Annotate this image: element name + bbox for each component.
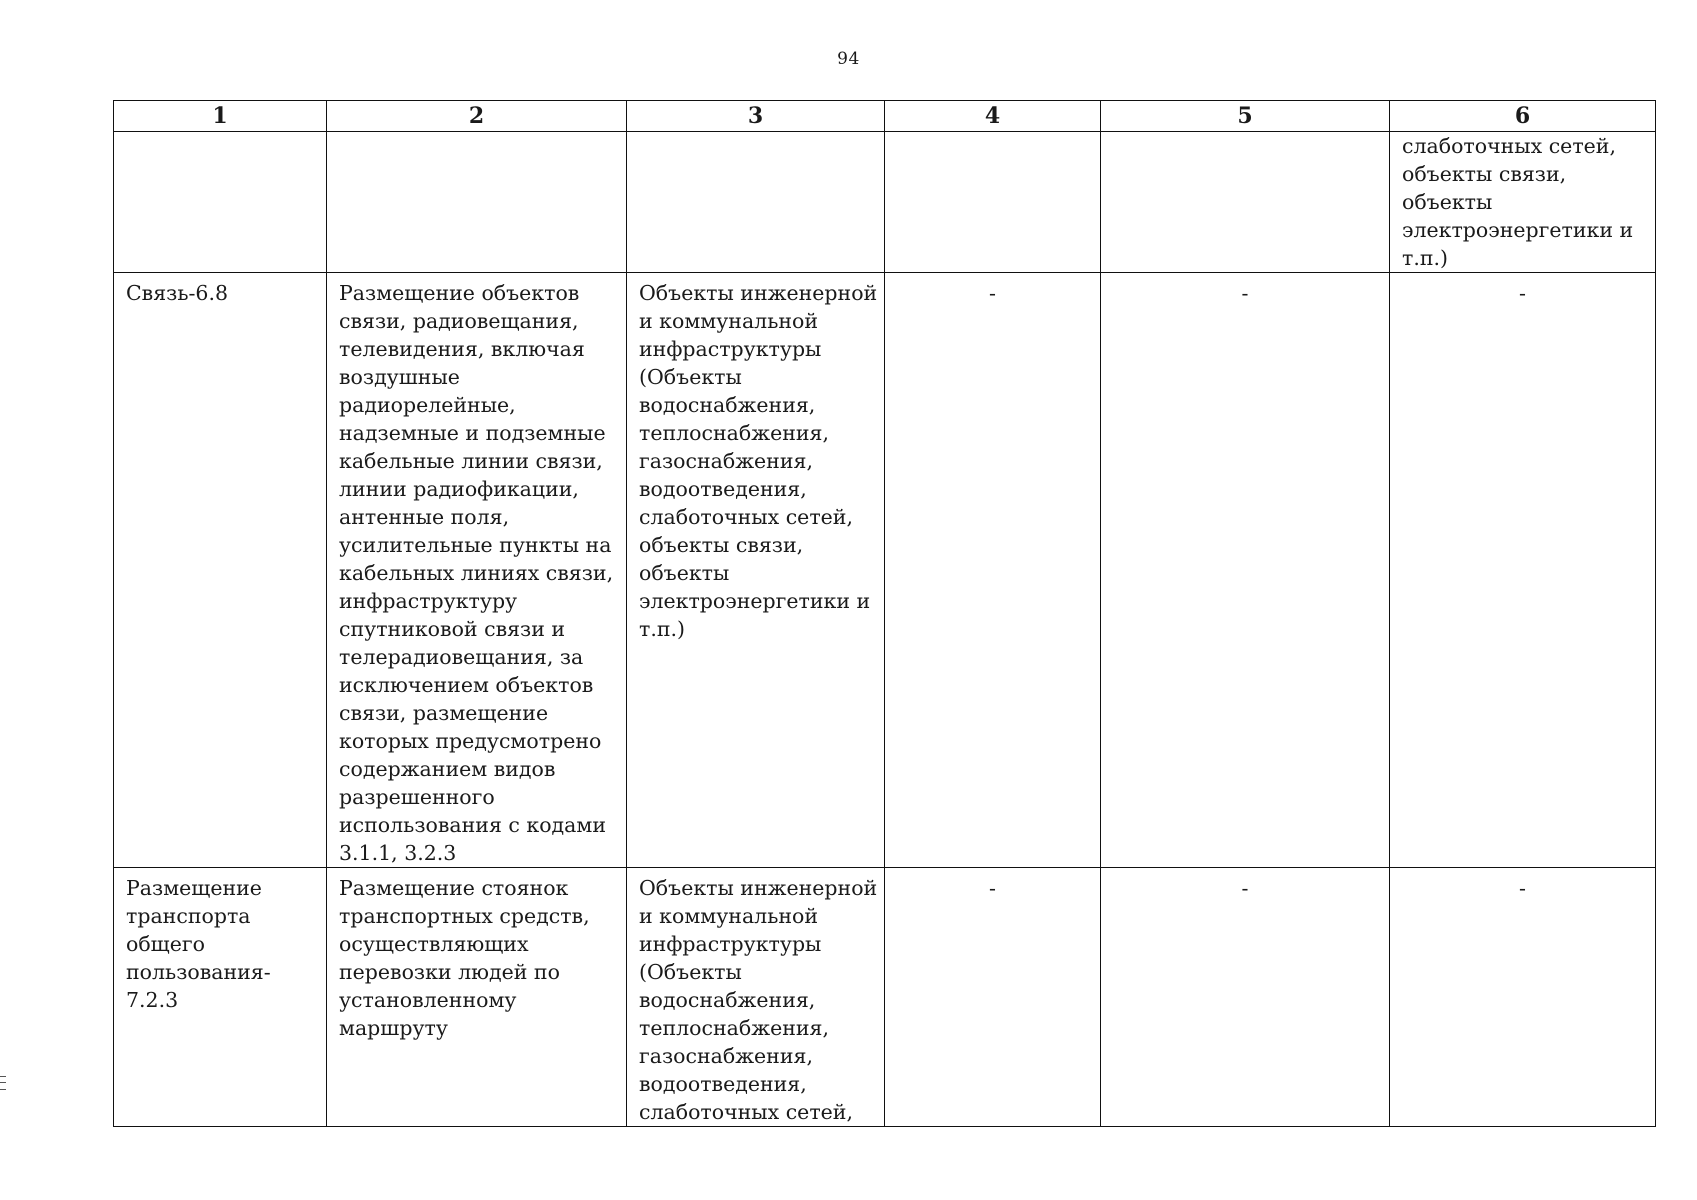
- table-cell: [1390, 132, 1656, 273]
- table-row: [114, 868, 1656, 1127]
- permitted-objects: Объекты инженерной и коммунальной инфраструктуры (Объекты водоснабжения, теплоснабжения, газоснабжения, водоотведения, слаботочных сетей, объекты связи, объекты электроэнергетики и т.п.): [639, 281, 878, 641]
- cell-text: -: [989, 281, 996, 305]
- column-header-4: 4: [885, 101, 1101, 132]
- table-cell: [885, 868, 1101, 1127]
- table-cell: [1101, 273, 1390, 868]
- land-use-table: [113, 100, 1656, 1127]
- cell-text: слаботочных сетей, объекты связи, объекты электроэнергетики и т.п.): [1402, 134, 1634, 270]
- table-cell: [114, 273, 327, 868]
- page-number: 94: [837, 49, 860, 69]
- table-cell: [1390, 868, 1656, 1127]
- column-header-1: 1: [114, 101, 327, 132]
- land-use-description: Размещение объектов связи, радиовещания, телевидения, включая воздушные радиорелейные, надземные и подземные кабельные линии связи, линии радиофикации, антенные поля, усилительные пункты на кабельных линиях связи, инфраструктуру спутниковой связи и телерадиовещания, за исключением объектов связи, размещение которых предусмотрено содержанием видов разрешенного использования с кодами 3.1.1, 3.2.3: [339, 281, 614, 865]
- permitted-objects: Объекты инженерной и коммунальной инфраструктуры (Объекты водоснабжения, теплоснабжения, газоснабжения, водоотведения, слаботочных сетей,: [639, 876, 878, 1124]
- cell-text: -: [989, 876, 996, 900]
- table-cell: [1101, 868, 1390, 1127]
- table-cell: [327, 868, 627, 1127]
- column-header-5: 5: [1101, 101, 1390, 132]
- table-row: [114, 273, 1656, 868]
- column-header-2: 2: [327, 101, 627, 132]
- table-cell: [885, 132, 1101, 273]
- land-use-type: Размещение транспорта общего пользования- 7.2.3: [126, 876, 271, 1012]
- table-cell: [885, 273, 1101, 868]
- table-cell: [1101, 132, 1390, 273]
- column-header-6: 6: [1390, 101, 1656, 132]
- table-cell: [114, 868, 327, 1127]
- scan-edge-mark: [0, 1076, 6, 1090]
- table-cell: [627, 132, 885, 273]
- table-cell: [627, 868, 885, 1127]
- cell-text: -: [1241, 281, 1249, 305]
- land-use-description: Размещение стоянок транспортных средств, осуществляющих перевозки людей по установленному маршруту: [339, 876, 590, 1040]
- cell-text: -: [1519, 281, 1526, 305]
- table-cell: [114, 132, 327, 273]
- table-row: [114, 132, 1656, 273]
- table-cell: [627, 273, 885, 868]
- land-use-type: Связь-6.8: [126, 281, 229, 305]
- cell-text: -: [1241, 876, 1249, 900]
- column-header-3: 3: [627, 101, 885, 132]
- table-cell: [1390, 273, 1656, 868]
- table-header-row: [114, 101, 1656, 132]
- cell-text: -: [1519, 876, 1526, 900]
- table-cell: [327, 273, 627, 868]
- table-cell: [327, 132, 627, 273]
